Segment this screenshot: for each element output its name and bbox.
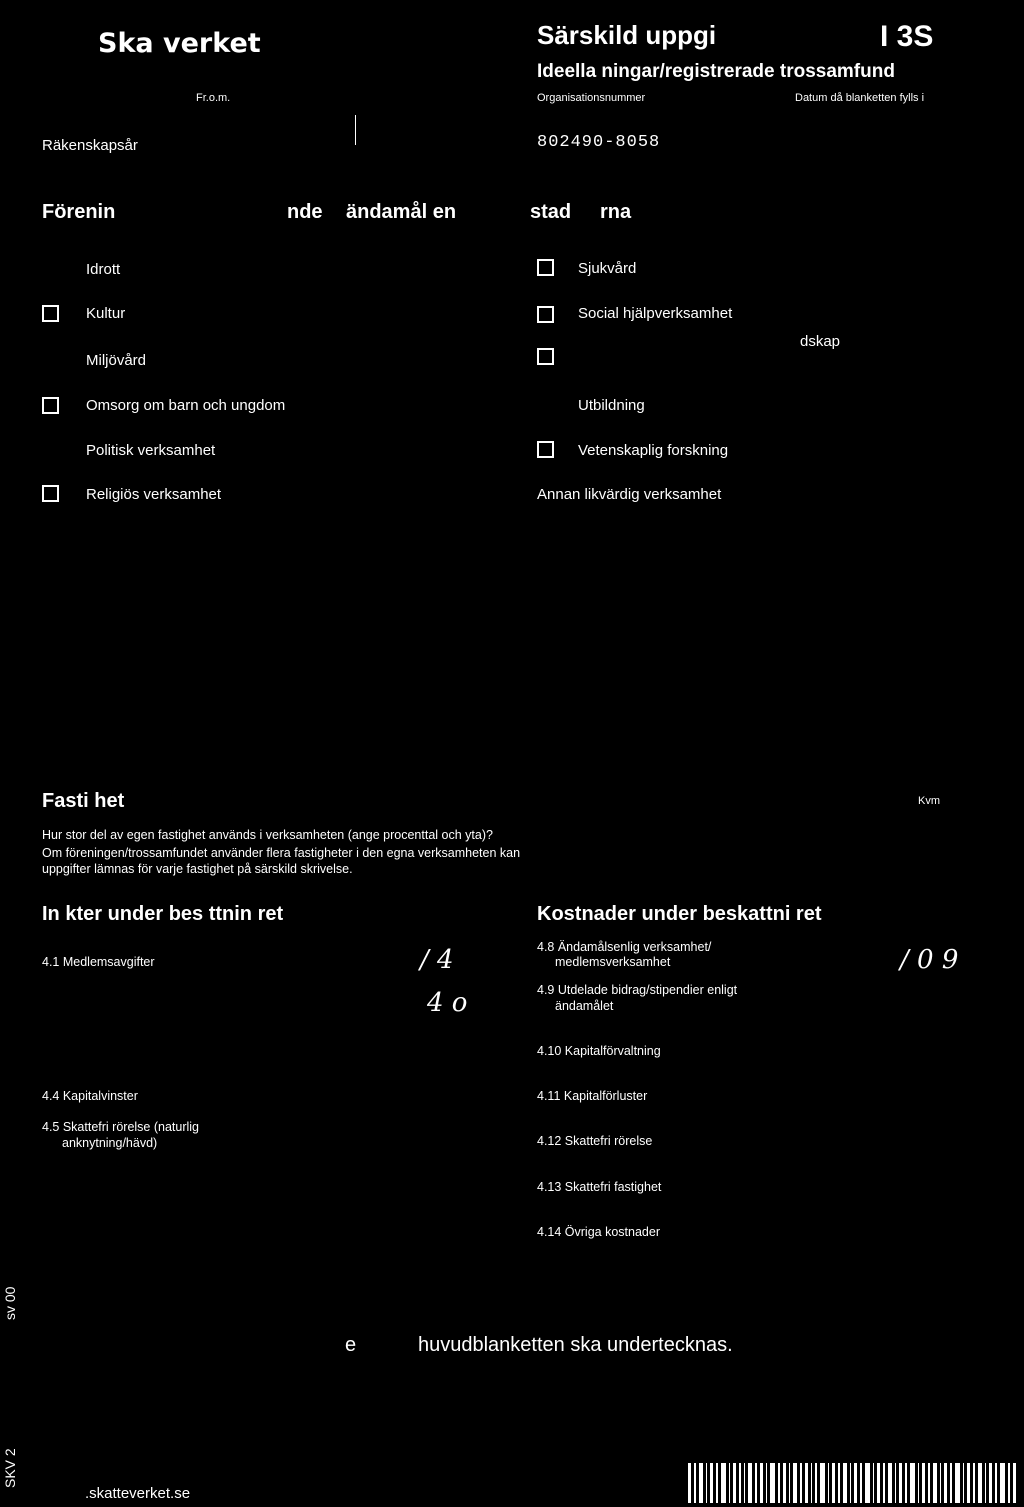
- org-number-value: 802490-8058: [537, 133, 661, 152]
- cost-handwritten-value: / 0 9: [900, 945, 959, 975]
- purpose-environment-label: Miljövård: [86, 352, 147, 369]
- purpose-other-label: Annan likvärdig verksamhet: [537, 486, 722, 503]
- purpose-unlabeled-checkbox[interactable]: [537, 348, 554, 365]
- fiscal-year-label: Räkenskapsår: [42, 137, 138, 154]
- divider: [355, 115, 356, 145]
- side-code-top: sv 00: [2, 1286, 18, 1320]
- website: .skatteverket.se: [85, 1485, 191, 1502]
- from-date-label: Fr.o.m.: [196, 92, 231, 104]
- purpose-sports-label: Idrott: [86, 261, 121, 278]
- purpose-religious-checkbox[interactable]: [42, 485, 59, 502]
- cost-taxfree-property: 4.13 Skattefri fastighet: [537, 1180, 662, 1194]
- cost-other: 4.14 Övriga kostnader: [537, 1225, 660, 1239]
- purpose-healthcare-label: Sjukvård: [578, 260, 637, 277]
- purpose-culture-checkbox[interactable]: [42, 305, 59, 322]
- income-taxfree-business-line2: anknytning/hävd): [62, 1136, 158, 1150]
- purpose-social-label: Social hjälpverksamhet: [578, 305, 733, 322]
- date-filled-label: Datum då blanketten fylls i: [795, 92, 925, 104]
- property-unit: Kvm: [918, 795, 940, 807]
- agency-logo: Ska verket: [98, 28, 261, 59]
- purpose-heading-part1: Förenin: [42, 201, 116, 223]
- purpose-heading-part2: nde: [287, 201, 323, 223]
- barcode-image: [688, 1463, 1016, 1503]
- form-subtitle: Ideella ningar/registrerade trossamfund: [537, 61, 895, 82]
- purpose-healthcare-checkbox[interactable]: [537, 259, 554, 276]
- cost-grants-line1: 4.9 Utdelade bidrag/stipendier enligt: [537, 983, 738, 997]
- side-code-bottom: SKV 2: [2, 1448, 18, 1488]
- purpose-research-checkbox[interactable]: [537, 441, 554, 458]
- income-handwritten-value-2: 4 o: [427, 988, 468, 1018]
- income-capital-gains: 4.4 Kapitalvinster: [42, 1089, 138, 1103]
- cost-taxfree-business: 4.12 Skattefri rörelse: [537, 1134, 653, 1148]
- income-heading: In kter under bes ttnin ret: [42, 903, 284, 925]
- income-handwritten-value-1: / 4: [420, 945, 454, 975]
- cost-grants-line2: ändamålet: [555, 999, 614, 1013]
- signature-note-part1: e: [345, 1334, 357, 1356]
- purpose-research-label: Vetenskaplig forskning: [578, 442, 729, 459]
- purpose-social-checkbox[interactable]: [537, 306, 554, 323]
- purpose-heading-part5: rna: [600, 201, 632, 223]
- purpose-education-label: Utbildning: [578, 397, 645, 414]
- purpose-childcare-label: Omsorg om barn och ungdom: [86, 397, 286, 414]
- form-title: Särskild uppgi: [537, 20, 717, 50]
- property-question: Hur stor del av egen fastighet används i verksamheten (ange procenttal och yta)?: [42, 828, 493, 842]
- signature-note-part2: huvudblanketten ska undertecknas.: [418, 1334, 733, 1356]
- property-note-line1: Om föreningen/trossamfundet använder flera fastigheter i den egna verksamheten kan: [42, 846, 521, 860]
- property-heading: Fasti het: [42, 790, 125, 812]
- income-taxfree-business-line1: 4.5 Skattefri rörelse (naturlig: [42, 1120, 200, 1134]
- cost-purpose-activity-line2: medlemsverksamhet: [555, 955, 671, 969]
- cost-purpose-activity-line1: 4.8 Ändamålsenlig verksamhet/: [537, 940, 712, 954]
- form-code: I 3S: [880, 20, 934, 53]
- cost-capital-management: 4.10 Kapitalförvaltning: [537, 1044, 661, 1058]
- purpose-religious-label: Religiös verksamhet: [86, 486, 222, 503]
- purpose-fragment: dskap: [800, 333, 841, 350]
- purpose-childcare-checkbox[interactable]: [42, 397, 59, 414]
- purpose-heading-part4: stad: [530, 201, 572, 223]
- org-number-label: Organisationsnummer: [537, 92, 646, 104]
- income-membership-fees: 4.1 Medlemsavgifter: [42, 955, 155, 969]
- costs-heading: Kostnader under beskattni ret: [537, 903, 822, 925]
- purpose-heading-part3: ändamål en: [346, 201, 457, 223]
- purpose-culture-label: Kultur: [86, 305, 126, 322]
- property-note-line2: uppgifter lämnas för varje fastighet på särskild skrivelse.: [42, 862, 353, 876]
- purpose-political-label: Politisk verksamhet: [86, 442, 216, 459]
- cost-capital-losses: 4.11 Kapitalförluster: [537, 1089, 648, 1103]
